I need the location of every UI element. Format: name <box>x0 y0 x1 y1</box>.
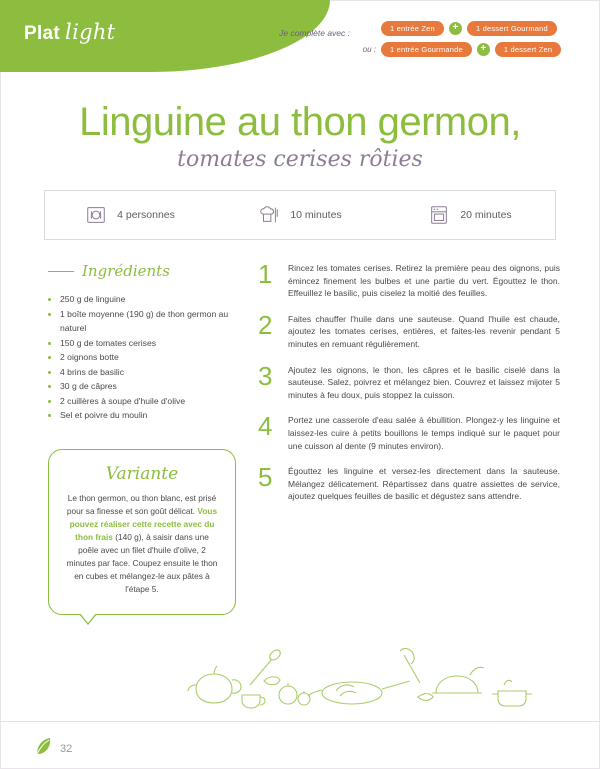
plus-icon: + <box>449 22 462 35</box>
variante-text-after: (140 g), à saisir dans une poêle avec un filet d'huile d'olive, 2 minutes par face. Coupez ensuite le thon en cubes et mélangez-le aux pâtes à l'étape 5. <box>66 531 218 594</box>
list-item: 4 brins de basilic <box>48 365 240 380</box>
ingredients-column <box>40 262 240 615</box>
chef-hat-knife-icon <box>258 204 280 226</box>
plate-cutlery-icon <box>85 204 107 226</box>
ingredients-heading <box>48 262 240 280</box>
step-item <box>258 360 560 402</box>
complete-row <box>356 41 561 58</box>
step-number: 2 <box>258 309 273 340</box>
steps-column <box>240 259 560 615</box>
step-number: 3 <box>258 360 273 391</box>
step-text: Rincez les tomates cerises. Retirez la première peau des oignons, puis émincez finement les bulbes et une partie du vert. Égouttez le thon. Effeuillez le basilic, puis ciselez la moitié des feuilles. <box>288 263 560 299</box>
step-item <box>258 462 560 503</box>
step-number: 1 <box>258 259 273 289</box>
step-item <box>258 259 560 300</box>
info-cook-time-label: 20 minutes <box>460 209 512 221</box>
content-columns <box>40 259 560 615</box>
step-text: Portez une casserole d'eau salée à ébullition. Plongez-y les linguine et laissez-les cuire à petits bouillons le temps indiqué sur le paquet pour une cuisson al dente (9 minutes environ). <box>288 415 560 451</box>
variante-callout <box>48 449 236 615</box>
info-servings-label: 4 personnes <box>117 209 175 221</box>
oven-icon <box>428 204 450 226</box>
variante-text-before: Le thon germon, ou thon blanc, est prisé pour sa finesse et son goût délicat. <box>66 492 217 516</box>
info-servings <box>45 204 215 226</box>
step-item <box>258 309 560 351</box>
recipe-subtitle: tomates cerises rôties <box>177 147 423 172</box>
step-number: 5 <box>258 462 273 493</box>
pill-entree[interactable]: 1 entrée Gourmande <box>381 42 472 57</box>
complete-row <box>356 20 561 37</box>
variante-text <box>65 492 219 596</box>
list-item: 2 oignons botte <box>48 350 240 365</box>
page-header <box>0 0 600 82</box>
step-text: Ajoutez les oignons, le thon, les câpres et le basilic ciselé dans la sauteuse. Salez, poivrez et mélangez bien. Couvrez et laissez mijoter 5 minutes à feu doux, puis stoppez la cuisson. <box>288 364 560 400</box>
variante-title: Variante <box>105 463 179 484</box>
list-item: Sel et poivre du moulin <box>48 408 240 423</box>
complete-rows <box>356 20 561 62</box>
list-item: 1 boîte moyenne (190 g) de thon germon au naturel <box>48 307 240 336</box>
leaf-icon <box>34 736 52 761</box>
step-text: Faites chauffer l'huile dans une sauteuse. Quand l'huile est chaude, ajoutez les tomates cerises, entières, et faites-les revenir pendant 5 minutes en remuant régulièrement. <box>288 313 560 349</box>
step-item <box>258 411 560 452</box>
list-item: 250 g de linguine <box>48 292 240 307</box>
brand-italic: light <box>65 20 116 44</box>
info-prep-time-label: 10 minutes <box>290 209 342 221</box>
info-prep-time <box>215 204 385 226</box>
complete-label: Je complète avec : <box>279 28 350 38</box>
heading-dash <box>48 271 74 272</box>
step-number: 4 <box>258 411 273 442</box>
plus-icon: + <box>477 43 490 56</box>
pill-entree[interactable]: 1 entrée Zen <box>381 21 444 36</box>
info-cook-time <box>385 204 555 226</box>
recipe-title: Linguine au thon germon, <box>79 100 521 144</box>
ingredients-heading-label: Ingrédients <box>82 262 170 280</box>
pill-dessert[interactable]: 1 dessert Gourmand <box>467 21 557 36</box>
ingredients-list <box>48 292 240 423</box>
page-footer <box>0 721 600 769</box>
variante-text-highlight: Vous pouvez réaliser cette recette avec du thon frais <box>69 505 218 542</box>
brand-title <box>24 20 115 45</box>
list-item: 2 cuillères à soupe d'huile d'olive <box>48 394 240 409</box>
brand-main: Plat <box>24 23 61 44</box>
pill-dessert[interactable]: 1 dessert Zen <box>495 42 561 57</box>
recipe-info-box <box>44 190 556 240</box>
complete-row-prefix: ou : <box>362 45 376 54</box>
step-text: Égouttez les linguine et versez-les directement dans la sauteuse. Mélangez délicatement. Répartissez dans quatre assiettes de service, ajoutez quelques feuilles de basilic et dégustez sans attendre. <box>288 466 560 502</box>
list-item: 30 g de câpres <box>48 379 240 394</box>
page-number: 32 <box>60 742 73 755</box>
list-item: 150 g de tomates cerises <box>48 336 240 351</box>
